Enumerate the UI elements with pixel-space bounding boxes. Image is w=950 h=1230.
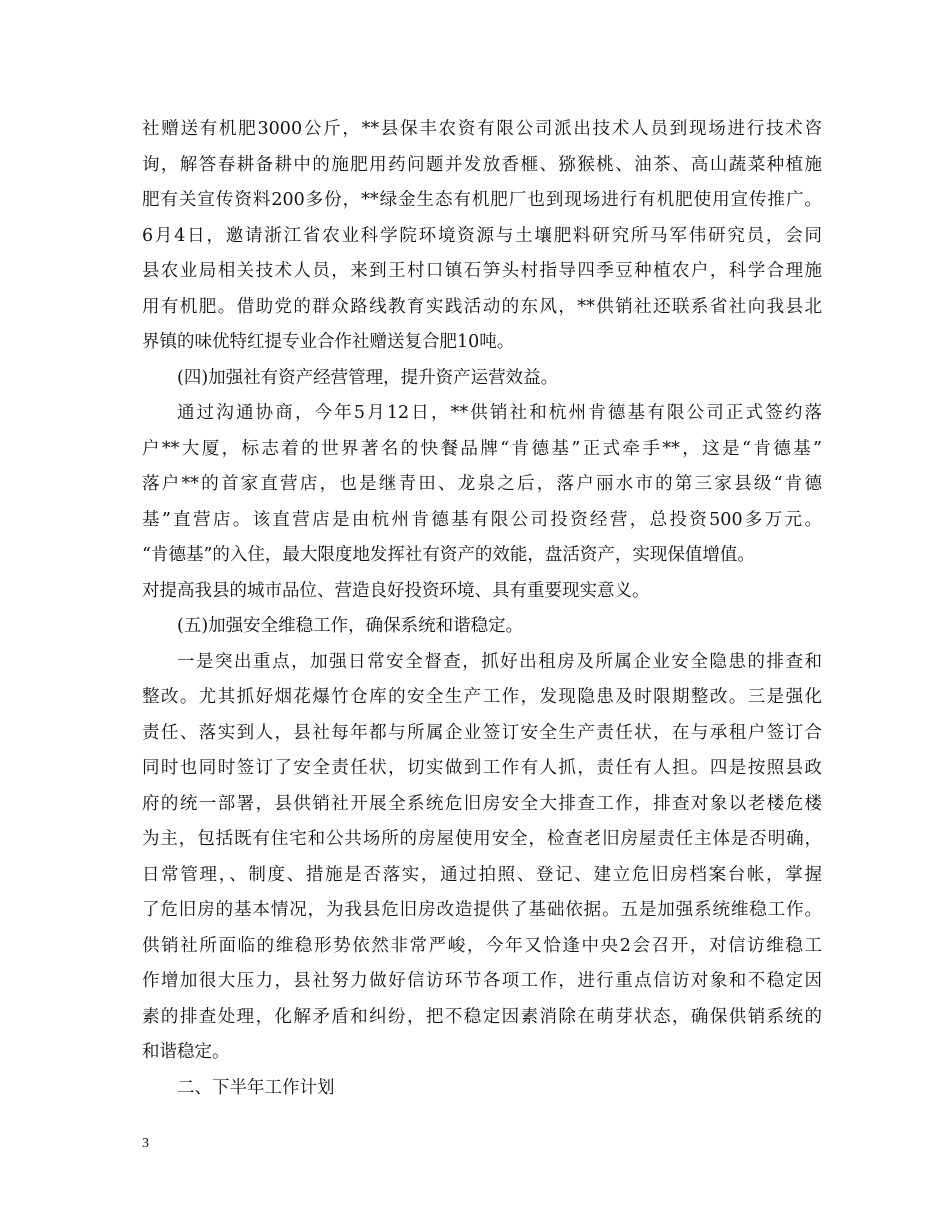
- text-line: 对提高我县的城市品位、营造良好投资环境、具有重要现实意义。: [142, 580, 650, 601]
- text-line: 同时也同时签订了安全责任状，切实做到工作有人抓，责任有人担。四是按照县政: [142, 758, 822, 778]
- text-line: 二、下半年工作计划: [177, 1077, 335, 1098]
- text-line: 责任、落实到人，县社每年都与所属企业签订安全生产责任状，在与承租户签订合: [142, 722, 822, 743]
- page-number: 3: [142, 1136, 149, 1151]
- text-line: 整改。尤其抓好烟花爆竹仓库的安全生产工作，发现隐患及时限期整改。三是强化: [142, 687, 822, 707]
- text-line: 日常管理，、制度、措施是否落实，通过拍照、登记、建立危旧房档案台帐，掌握: [142, 864, 822, 885]
- document-body-text: [142, 112, 822, 1106]
- text-line: 6月4日，邀请浙江省农业科学院环境资源与土壤肥料研究所马军伟研究员，会同: [142, 225, 822, 246]
- text-line: 一是突出重点，加强日常安全督查，抓好出租房及所属企业安全隐患的排查和: [177, 651, 822, 672]
- text-line: 府的统一部署，县供销社开展全系统危旧房安全大排查工作，排查对象以老楼危楼: [142, 793, 822, 814]
- text-line: 为主，包括既有住宅和公共场所的房屋使用安全，检查老旧房屋责任主体是否明确，: [142, 829, 822, 849]
- text-line: 基”直营店。该直营店是由杭州肯德基有限公司投资经营，总投资500多万元。: [142, 509, 822, 530]
- text-line: 落户**的首家直营店，也是继青田、龙泉之后，落户丽水市的第三家县级“肯德: [142, 474, 822, 494]
- text-line: 肥有关宣传资料200多份，**绿金生态有机肥厂也到现场进行有机肥使用宣传推广。: [142, 190, 822, 210]
- text-line: “肯德基”的入住，最大限度地发挥社有资产的效能，盘活资产，实现保值增值。: [142, 545, 755, 565]
- text-line: 作增加很大压力，县社努力做好信访环节各项工作，进行重点信访对象和不稳定因: [142, 971, 822, 991]
- text-line: 了危旧房的基本情况，为我县危旧房改造提供了基础依据。五是加强系统维稳工作。: [142, 900, 822, 920]
- text-line: 社赠送有机肥3000公斤，**县保丰农资有限公司派出技术人员到现场进行技术咨: [142, 119, 822, 139]
- text-line: 户**大厦，标志着的世界著名的快餐品牌“肯德基”正式牵手**，这是“肯德基”: [142, 438, 822, 459]
- text-line: (五)加强安全维稳工作，确保系统和谐稳定。: [177, 616, 524, 636]
- text-line: (四)加强社有资产经营管理，提升资产运营效益。: [177, 367, 559, 388]
- text-line: 县农业局相关技术人员，来到王村口镇石笋头村指导四季豆种植农户，科学合理施: [142, 261, 822, 281]
- text-line: 界镇的味优特红提专业合作社赠送复合肥10吨。: [142, 332, 515, 352]
- text-line: 询，解答春耕备耕中的施肥用药问题并发放香榧、猕猴桃、油茶、高山蔬菜种植施: [142, 154, 822, 175]
- text-line: 供销社所面临的维稳形势依然非常严峻，今年又恰逢中央2会召开，对信访维稳工: [142, 935, 822, 956]
- text-line: 和谐稳定。: [142, 1042, 230, 1062]
- text-line: 素的排查处理，化解矛盾和纠纷，把不稳定因素消除在萌芽状态，确保供销系统的: [142, 1006, 822, 1027]
- text-line: 用有机肥。借助党的群众路线教育实践活动的东风，**供销社还联系省社向我县北: [142, 296, 822, 317]
- text-line: 通过沟通协商，今年5月12日，**供销社和杭州肯德基有限公司正式签约落: [177, 403, 822, 423]
